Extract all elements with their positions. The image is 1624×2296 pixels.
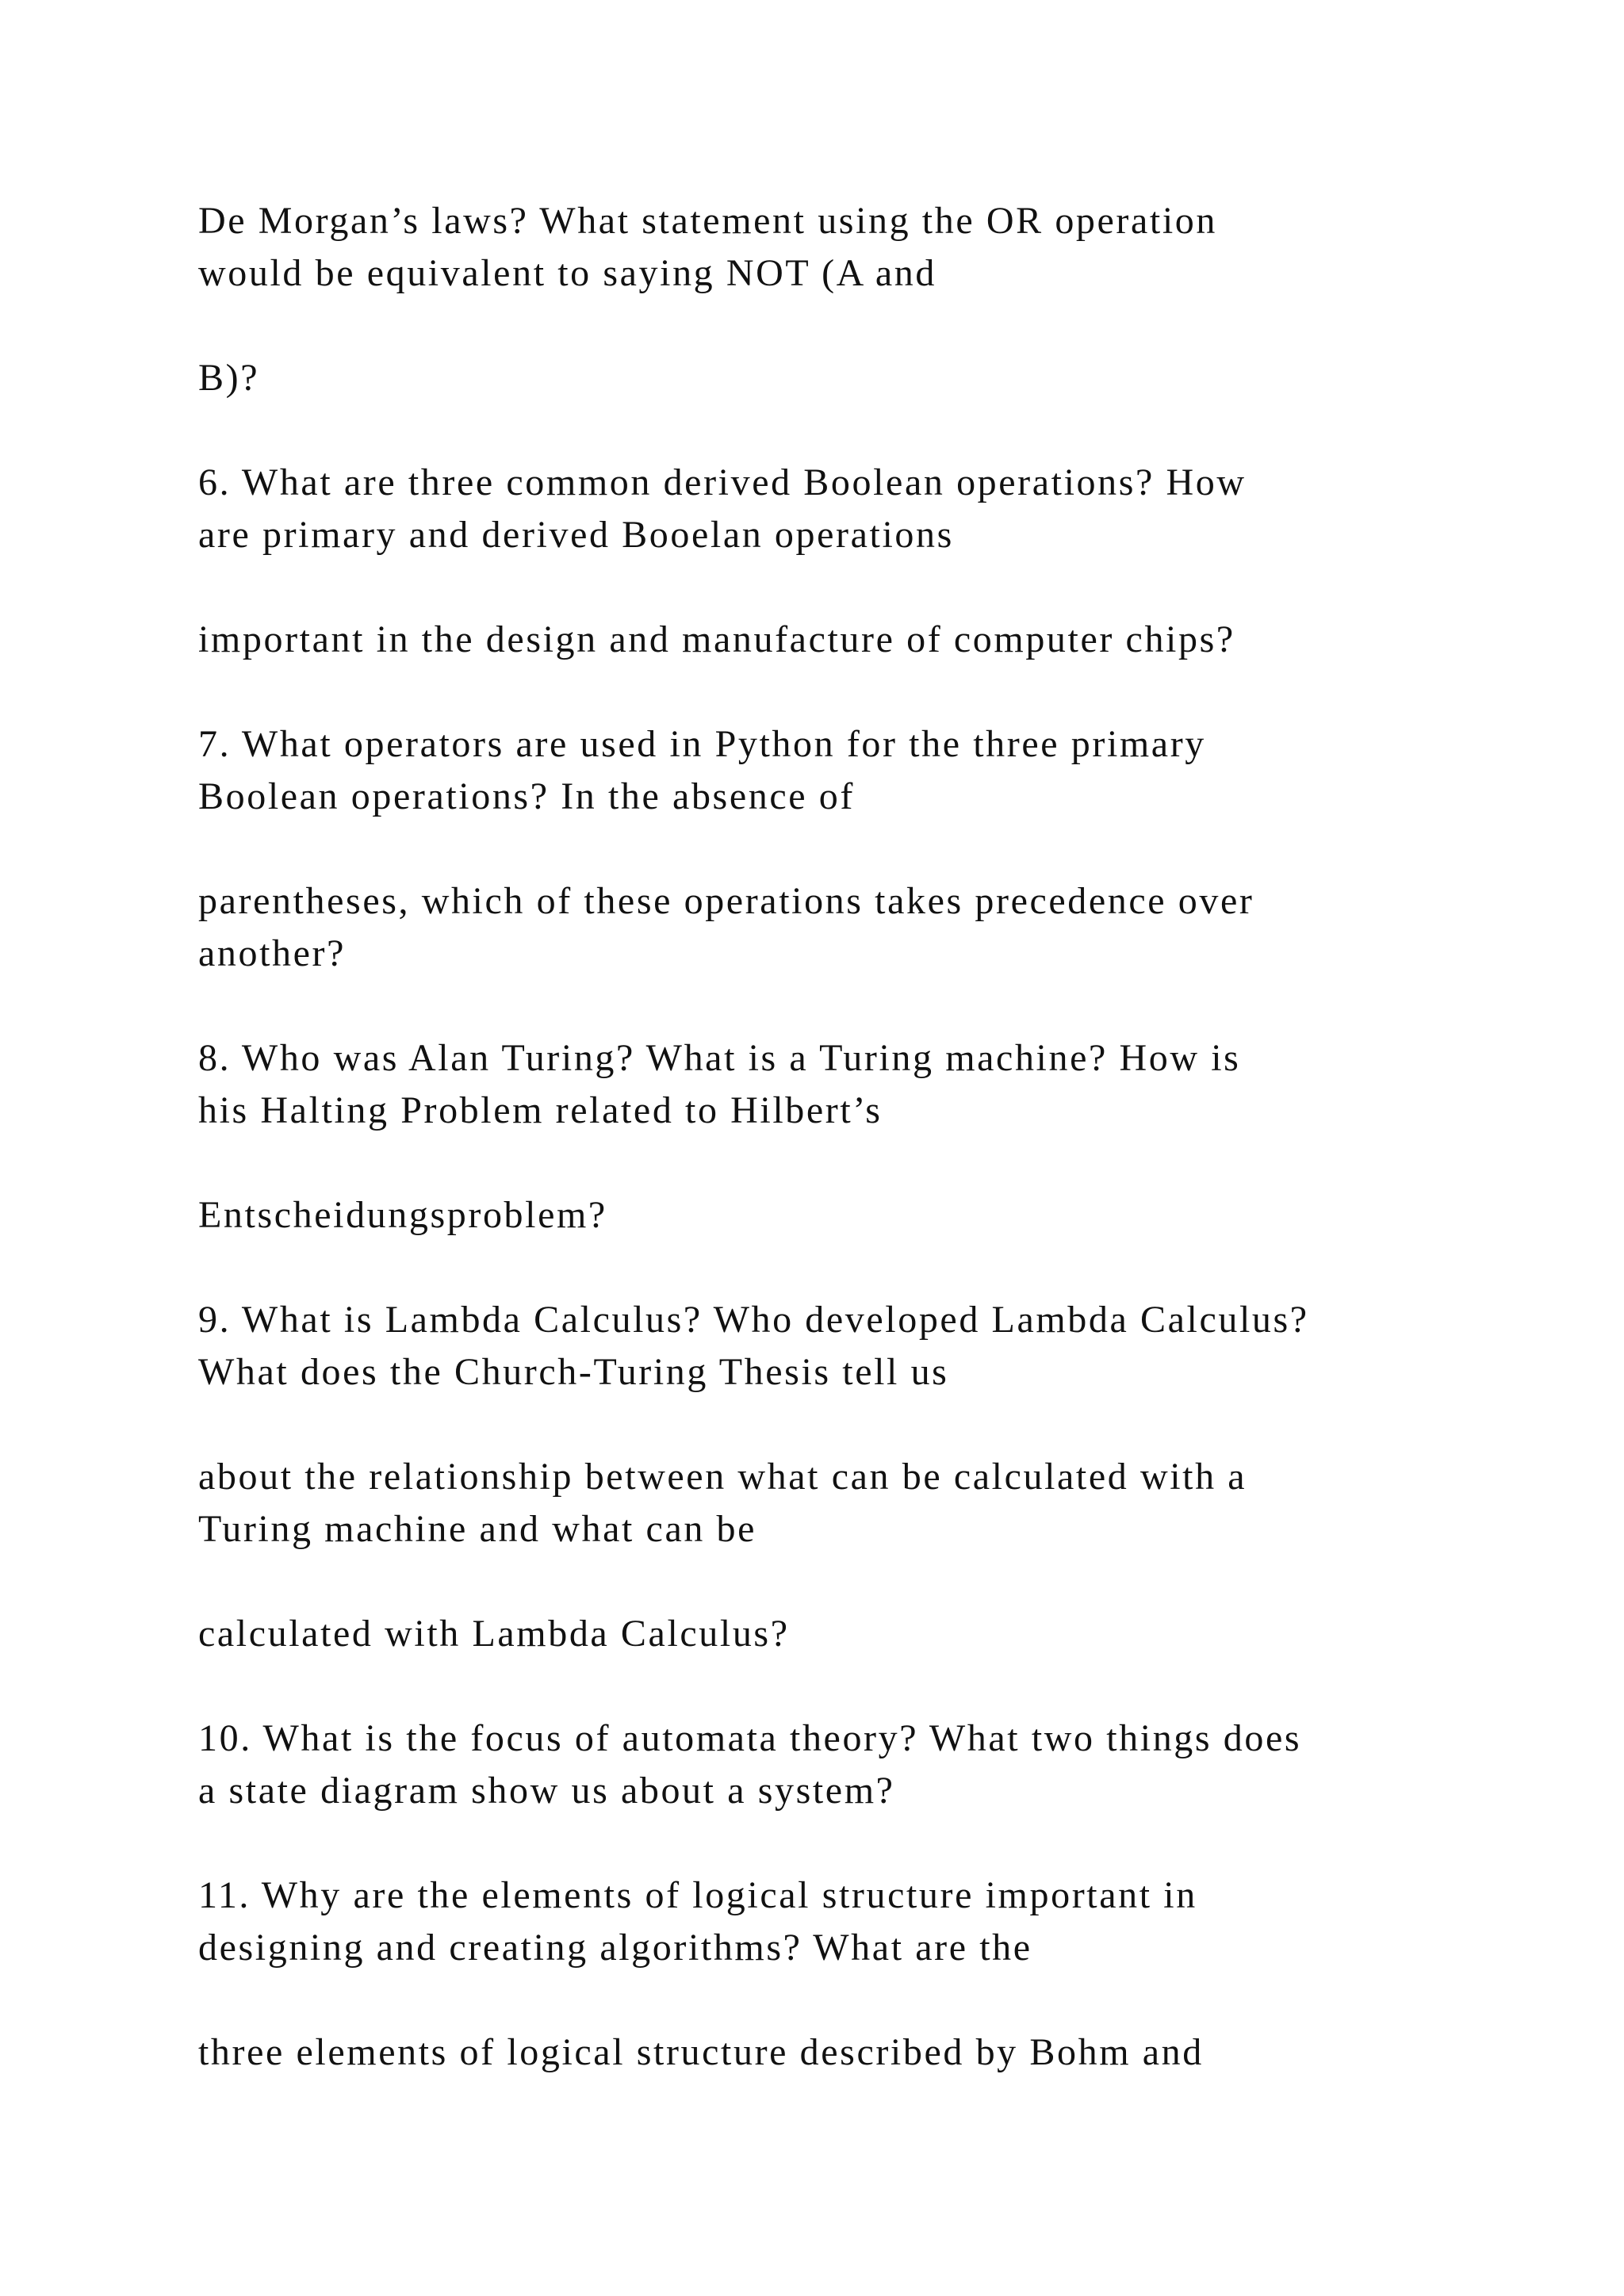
text-line: his Halting Problem related to Hilbert’s: [198, 1089, 883, 1131]
text-line: calculated with Lambda Calculus?: [198, 1613, 790, 1655]
text-line: 6. What are three common derived Boolean operations? How: [198, 461, 1247, 503]
text-line: about the relationship between what can be calculated with a: [198, 1456, 1247, 1498]
text-line: parentheses, which of these operations takes precedence over: [198, 880, 1254, 922]
text-line: 9. What is Lambda Calculus? Who developed Lambda Calculus?: [198, 1299, 1309, 1341]
text-line: B)?: [198, 357, 260, 399]
text-line: Entscheidungsproblem?: [198, 1194, 607, 1236]
text-line: What does the Church-Turing Thesis tell us: [198, 1351, 949, 1393]
text-line: a state diagram show us about a system?: [198, 1770, 895, 1812]
text-line: 10. What is the focus of automata theory? What two things does: [198, 1717, 1302, 1759]
text-line: three elements of logical structure described by Bohm and: [198, 2031, 1204, 2073]
text-line: important in the design and manufacture of computer chips?: [198, 618, 1235, 660]
text-line: 8. Who was Alan Turing? What is a Turing machine? How is: [198, 1037, 1241, 1079]
text-line: Boolean operations? In the absence of: [198, 775, 855, 817]
text-line: 7. What operators are used in Python for the three primary: [198, 723, 1206, 765]
text-line: are primary and derived Booelan operations: [198, 514, 954, 556]
text-line: designing and creating algorithms? What are the: [198, 1927, 1032, 1969]
text-line: De Morgan’s laws? What statement using the OR operation: [198, 200, 1217, 242]
text-line: would be equivalent to saying NOT (A and: [198, 252, 936, 294]
text-line: 11. Why are the elements of logical structure important in: [198, 1874, 1197, 1916]
text-line: another?: [198, 932, 347, 974]
text-line: Turing machine and what can be: [198, 1508, 757, 1550]
